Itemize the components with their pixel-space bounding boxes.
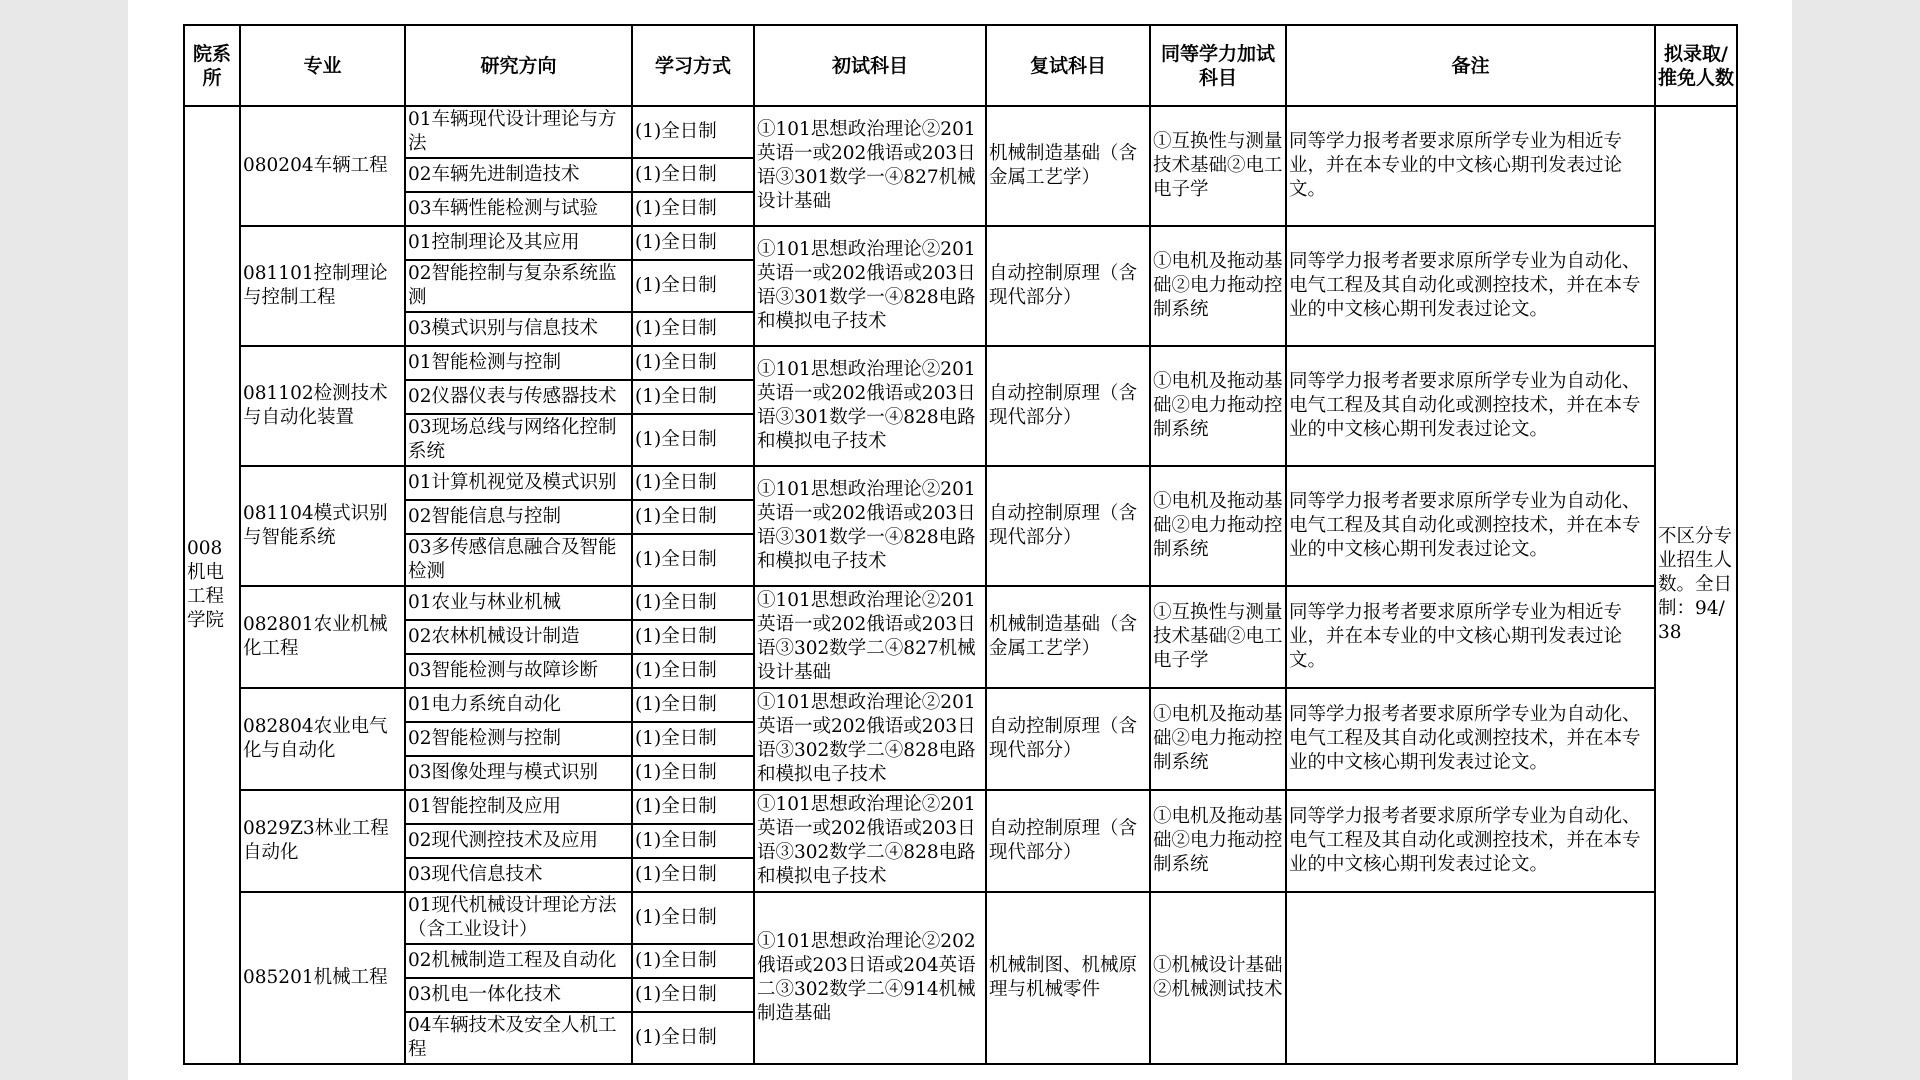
direction-name: 02智能信息与控制 [405, 500, 632, 534]
study-mode: (1)全日制 [632, 226, 754, 260]
study-mode: (1)全日制 [632, 756, 754, 790]
header-major: 专业 [240, 25, 405, 106]
extra-exam: ①电机及拖动基础②电力拖动控制系统 [1150, 226, 1286, 346]
initial-exam: ①101思想政治理论②201英语一或202俄语或203日语③301数学一④828电路和模拟电子技术 [754, 466, 986, 586]
table-row [184, 790, 1737, 824]
note: 同等学力报考者要求原所学专业为相近专业，并在本专业的中文核心期刊发表过论文。 [1286, 586, 1655, 688]
study-mode: (1)全日制 [632, 944, 754, 978]
retest-subject: 自动控制原理（含现代部分） [986, 226, 1150, 346]
direction-name: 03智能检测与故障诊断 [405, 654, 632, 688]
header-quota: 拟录取/推免人数 [1655, 25, 1737, 106]
header-row [184, 25, 1737, 106]
retest-subject: 机械制造基础（含金属工艺学） [986, 106, 1150, 226]
direction-name: 02智能检测与控制 [405, 722, 632, 756]
note: 同等学力报考者要求原所学专业为自动化、电气工程及其自动化或测控技术，并在本专业的中文核心期刊发表过论文。 [1286, 346, 1655, 466]
initial-exam: ①101思想政治理论②201英语一或202俄语或203日语③301数学一④827机械设计基础 [754, 106, 986, 226]
study-mode: (1)全日制 [632, 466, 754, 500]
extra-exam: ①互换性与测量技术基础②电工电子学 [1150, 106, 1286, 226]
retest-subject: 自动控制原理（含现代部分） [986, 466, 1150, 586]
direction-name: 03模式识别与信息技术 [405, 312, 632, 346]
direction-name: 01控制理论及其应用 [405, 226, 632, 260]
initial-exam: ①101思想政治理论②202俄语或203日语或204英语二③302数学二④914机械制造基础 [754, 892, 986, 1064]
direction-name: 02农林机械设计制造 [405, 620, 632, 654]
header-extra-exam: 同等学力加试科目 [1150, 25, 1286, 106]
initial-exam: ①101思想政治理论②201英语一或202俄语或203日语③302数学二④827机械设计基础 [754, 586, 986, 688]
study-mode: (1)全日制 [632, 858, 754, 892]
study-mode: (1)全日制 [632, 722, 754, 756]
retest-subject: 机械制图、机械原理与机械零件 [986, 892, 1150, 1064]
admissions-table [183, 24, 1738, 1065]
note: 同等学力报考者要求原所学专业为自动化、电气工程及其自动化或测控技术，并在本专业的中文核心期刊发表过论文。 [1286, 790, 1655, 892]
direction-name: 03现场总线与网络化控制系统 [405, 414, 632, 466]
extra-exam: ①电机及拖动基础②电力拖动控制系统 [1150, 688, 1286, 790]
study-mode: (1)全日制 [632, 158, 754, 192]
header-retest: 复试科目 [986, 25, 1150, 106]
study-mode: (1)全日制 [632, 654, 754, 688]
direction-name: 02现代测控技术及应用 [405, 824, 632, 858]
direction-name: 03车辆性能检测与试验 [405, 192, 632, 226]
direction-name: 02仪器仪表与传感器技术 [405, 380, 632, 414]
major-name: 082801农业机械化工程 [240, 586, 405, 688]
direction-name: 03现代信息技术 [405, 858, 632, 892]
table-row [184, 688, 1737, 722]
header-direction: 研究方向 [405, 25, 632, 106]
table-row [184, 226, 1737, 260]
direction-name: 03机电一体化技术 [405, 978, 632, 1012]
direction-name: 02智能控制与复杂系统监测 [405, 260, 632, 312]
note: 同等学力报考者要求原所学专业为相近专业，并在本专业的中文核心期刊发表过论文。 [1286, 106, 1655, 226]
extra-exam: ①机械设计基础②机械测试技术 [1150, 892, 1286, 1064]
table-row [184, 346, 1737, 380]
study-mode: (1)全日制 [632, 620, 754, 654]
table-row [184, 586, 1737, 620]
study-mode: (1)全日制 [632, 978, 754, 1012]
major-name: 080204车辆工程 [240, 106, 405, 226]
table-row [184, 466, 1737, 500]
study-mode: (1)全日制 [632, 892, 754, 944]
study-mode: (1)全日制 [632, 500, 754, 534]
direction-name: 01电力系统自动化 [405, 688, 632, 722]
direction-name: 01智能控制及应用 [405, 790, 632, 824]
quota-cell: 不区分专业招生人数。全日制：94/38 [1655, 106, 1737, 1064]
header-initial-exam: 初试科目 [754, 25, 986, 106]
study-mode: (1)全日制 [632, 534, 754, 586]
header-note: 备注 [1286, 25, 1655, 106]
document-page [128, 0, 1792, 1080]
direction-name: 03图像处理与模式识别 [405, 756, 632, 790]
study-mode: (1)全日制 [632, 380, 754, 414]
initial-exam: ①101思想政治理论②201英语一或202俄语或203日语③302数学二④828电路和模拟电子技术 [754, 688, 986, 790]
extra-exam: ①互换性与测量技术基础②电工电子学 [1150, 586, 1286, 688]
header-study-mode: 学习方式 [632, 25, 754, 106]
retest-subject: 自动控制原理（含现代部分） [986, 688, 1150, 790]
study-mode: (1)全日制 [632, 260, 754, 312]
retest-subject: 自动控制原理（含现代部分） [986, 790, 1150, 892]
initial-exam: ①101思想政治理论②201英语一或202俄语或203日语③301数学一④828电路和模拟电子技术 [754, 346, 986, 466]
direction-name: 04车辆技术及安全人机工程 [405, 1012, 632, 1064]
table-row [184, 892, 1737, 944]
direction-name: 01现代机械设计理论方法（含工业设计） [405, 892, 632, 944]
study-mode: (1)全日制 [632, 824, 754, 858]
department-cell: 008机电工程学院 [184, 106, 240, 1064]
study-mode: (1)全日制 [632, 414, 754, 466]
retest-subject: 自动控制原理（含现代部分） [986, 346, 1150, 466]
study-mode: (1)全日制 [632, 688, 754, 722]
major-name: 085201机械工程 [240, 892, 405, 1064]
direction-name: 02车辆先进制造技术 [405, 158, 632, 192]
extra-exam: ①电机及拖动基础②电力拖动控制系统 [1150, 466, 1286, 586]
note: 同等学力报考者要求原所学专业为自动化、电气工程及其自动化或测控技术，并在本专业的中文核心期刊发表过论文。 [1286, 466, 1655, 586]
extra-exam: ①电机及拖动基础②电力拖动控制系统 [1150, 790, 1286, 892]
note: 同等学力报考者要求原所学专业为自动化、电气工程及其自动化或测控技术，并在本专业的中文核心期刊发表过论文。 [1286, 688, 1655, 790]
study-mode: (1)全日制 [632, 106, 754, 158]
direction-name: 02机械制造工程及自动化 [405, 944, 632, 978]
table-row [184, 106, 1737, 158]
major-name: 081101控制理论与控制工程 [240, 226, 405, 346]
extra-exam: ①电机及拖动基础②电力拖动控制系统 [1150, 346, 1286, 466]
direction-name: 01车辆现代设计理论与方法 [405, 106, 632, 158]
major-name: 0829Z3林业工程自动化 [240, 790, 405, 892]
study-mode: (1)全日制 [632, 192, 754, 226]
initial-exam: ①101思想政治理论②201英语一或202俄语或203日语③302数学二④828电路和模拟电子技术 [754, 790, 986, 892]
direction-name: 03多传感信息融合及智能检测 [405, 534, 632, 586]
retest-subject: 机械制造基础（含金属工艺学） [986, 586, 1150, 688]
study-mode: (1)全日制 [632, 586, 754, 620]
initial-exam: ①101思想政治理论②201英语一或202俄语或203日语③301数学一④828电路和模拟电子技术 [754, 226, 986, 346]
direction-name: 01农业与林业机械 [405, 586, 632, 620]
direction-name: 01智能检测与控制 [405, 346, 632, 380]
header-department: 院系所 [184, 25, 240, 106]
major-name: 081104模式识别与智能系统 [240, 466, 405, 586]
major-name: 081102检测技术与自动化装置 [240, 346, 405, 466]
note [1286, 892, 1655, 1064]
major-name: 082804农业电气化与自动化 [240, 688, 405, 790]
direction-name: 01计算机视觉及模式识别 [405, 466, 632, 500]
study-mode: (1)全日制 [632, 346, 754, 380]
note: 同等学力报考者要求原所学专业为自动化、电气工程及其自动化或测控技术，并在本专业的中文核心期刊发表过论文。 [1286, 226, 1655, 346]
study-mode: (1)全日制 [632, 1012, 754, 1064]
study-mode: (1)全日制 [632, 790, 754, 824]
study-mode: (1)全日制 [632, 312, 754, 346]
